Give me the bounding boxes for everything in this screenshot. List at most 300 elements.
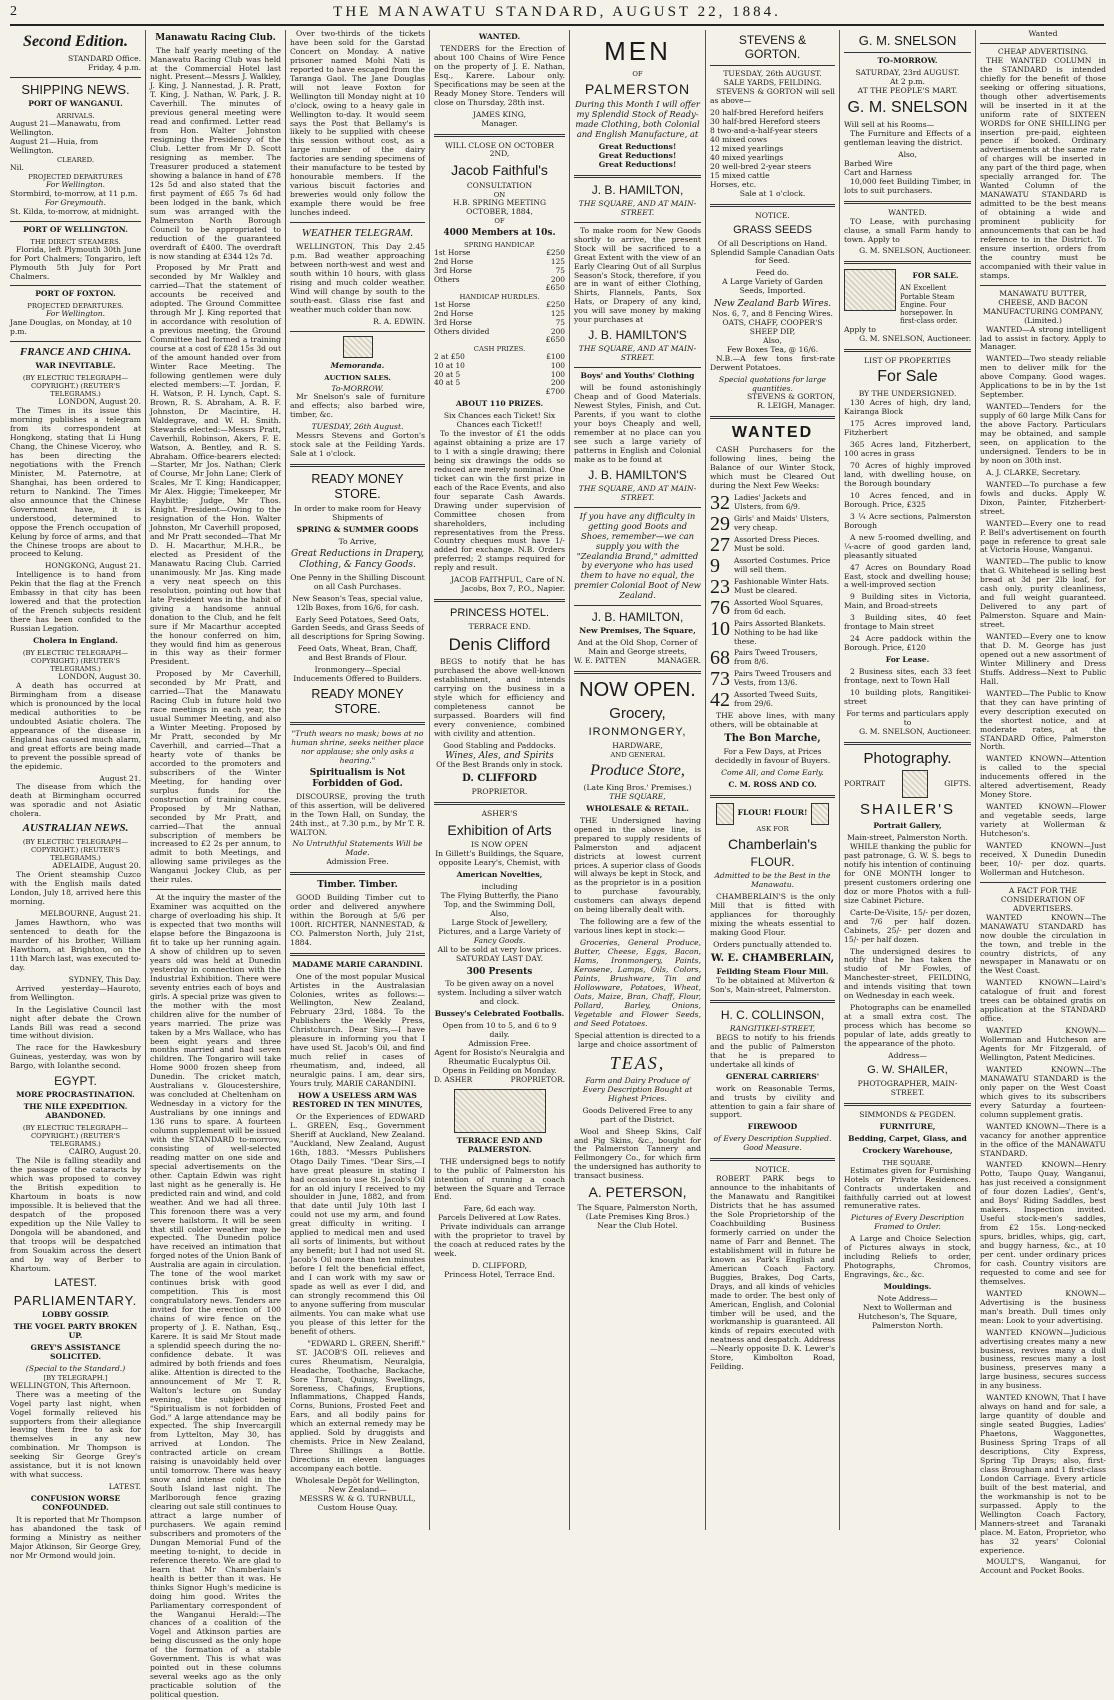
clearance-list: [710, 492, 835, 712]
dateline: WELLINGTON, This Afternoon.: [10, 1380, 131, 1390]
ad-text: 10,000 feet Building Timber, in lots to suit purchasers.: [844, 176, 971, 195]
ad-text: including: [481, 882, 518, 892]
paragraph: Intelligence is to hand from Pekin that the flag at the French Embassy in that city has been lowered and that the protection of the French subjects resident there has been confided to the Russian Legation.: [10, 570, 141, 634]
ad-heading: FLOUR! FLOUR!: [737, 808, 808, 818]
news-subheading: MORE PROCRASTINATION.: [16, 1090, 135, 1100]
prize-label: 2nd Horse: [434, 309, 474, 319]
stock-list: [710, 109, 835, 190]
clearance-item: [710, 620, 835, 646]
ad-signature: W. E. CHAMBERLAIN,: [710, 953, 835, 965]
dateline: ADELAIDE, August 20.: [52, 861, 141, 871]
ad-subheading: ABOUT 110 PRIZES.: [455, 399, 544, 409]
ad-text: A Large Variety of Garden Seeds, Imported.: [722, 277, 823, 296]
ad-text: OATS, CHAFF, COOPER'S SHEEP DIP,: [722, 317, 823, 336]
port-heading: PORT OF FOXTON.: [35, 289, 116, 299]
ad-signature: G. M. SNELSON, Auctioneer.: [859, 333, 971, 343]
ad-heading: SHAILER'S: [859, 801, 956, 819]
lease-item: 10 building plots, Rangitikei-street: [844, 687, 971, 706]
ad-subheading: Bedding, Carpet, Glass, and: [848, 1133, 967, 1143]
subheading: THE DIRECT STEAMERS.: [30, 237, 121, 246]
wanted-ad: WANTED KNOWN—Just received, X Dunedin Dunedin beer, 10/- per doz. quarts. Wollerman and Hutcheson.: [980, 841, 1106, 877]
property-item: 175 Acres improved land, Fitzherbert: [844, 419, 971, 438]
ad-feature: New Zealand Barb Wires.: [713, 299, 832, 310]
ad-text: Will sell at his Rooms—: [844, 120, 935, 130]
dateline: August 21.: [99, 773, 141, 783]
sack-illustration: [716, 803, 734, 825]
property-item: 70 Acres of highly improved land, with dwelling house, on the Borough boundary: [844, 461, 971, 488]
dateline: SYDNEY, This Day.: [68, 974, 141, 984]
ad-text: Special quotations for large quantities.: [718, 374, 827, 393]
signature: Manager.: [481, 118, 518, 128]
dateline: LONDON, August 30.: [58, 672, 141, 682]
ad-text: PROPRIETOR.: [510, 1075, 565, 1084]
prize-value: 100: [550, 369, 565, 379]
ad-signature: D. CLIFFORD,: [471, 1261, 528, 1271]
wanted-ad: WANTED KNOWN—Attention is called to the special inducements offered in the altered advertisement, Ready Money Store.: [980, 754, 1106, 800]
ad-heading: MADAME MARIE CARANDINI.: [292, 959, 423, 969]
column-3: [286, 30, 430, 1530]
ad-signature: C. M. ROSS AND CO.: [728, 779, 817, 789]
reduction-line: Great Reductions!: [598, 159, 677, 169]
ad-heading: Chamberlain's: [727, 835, 818, 852]
clearance-item: [710, 668, 835, 691]
ad-text: CASH Purchasers for the following lines, being the Balance of our Winter Stock, which must be Cleared Out during the Next Few Weeks:: [710, 445, 835, 491]
shipping-heading: SHIPPING NEWS.: [21, 81, 130, 97]
ad-text: BY THE UNDERSIGNED.: [858, 389, 957, 399]
prize-heading: CASH PRIZES.: [473, 345, 526, 354]
ad-subheading: New Premises, The Square,: [579, 626, 696, 636]
ad-text: THE SQUARE, AND AT MAIN-STREET.: [578, 198, 697, 217]
ad-signature: D. ASHER: [434, 1075, 473, 1084]
wanted-ad: A. J. CLARKE, Secretary.: [986, 467, 1081, 477]
wanted-ad: WANTED KNOWN, That I have always on hand and for sale, a large quantity of double and single seated Buggies, Ladies' Phaetons, Waggonettes, Business Spring Traps of all descriptions, City Express, Spring Tip Drays; also, first-class Brougham and 1 first-class London Carriage. Every article built of the best material, and the workmanship is not to be surpassed. Apply to the Wellington Coach Factory, Manners-street and Taranaki place. M. Eaton, Proprietor, who has 32 years' Colonial experience.: [980, 1393, 1106, 1555]
ad-heading: Jacob Faithful's: [451, 162, 548, 179]
ad-text: Special attention is directed to a large and choice assortment of: [574, 1030, 701, 1049]
masthead: [10, 4, 1104, 26]
prize-value: 100: [550, 361, 565, 371]
ad-subheading: The Bon Marche,: [724, 733, 821, 745]
paragraph: Proposed by Mr Caverhill, seconded by Mr Pratt, and carried—That the Manawatu Racing Club in future hold two race meetings in each year, the usual Summer Meeting, and also a Winter Meeting. Proposed by Mr Pratt, seconded by Mr Caverhill, and carried—That a hearty vote of thanks be accorded to the promoters and subscribers of the Winter Meeting, for handing over surplus funds for the construction of training course. Proposed by Mr Nathan, seconded by Mr Pratt, and carried—That the annual subscription of members be increased to £2 2s per annum, to admit to both Meetings, and allowing same privileges as the Wanganui Jockey Club, as per their rules.: [150, 669, 281, 885]
ad-text: PHOTOGRAPHER, MAIN-STREET.: [857, 1078, 958, 1097]
ad-text: Pictures of Every Description Framed to Order.: [850, 1213, 965, 1232]
item-desc: Assorted Dress Pieces. Must be sold.: [734, 535, 820, 553]
ad-subheading: FURNITURE,: [879, 1121, 936, 1131]
paragraph: Arrived yesterday—Hauroto, from Wellington.: [10, 983, 141, 1002]
property-item: 47 Acres on Boundary Road East, stock and dwelling house; a well-improved section: [844, 562, 971, 590]
ad-subheading: Portrait Gallery,: [873, 821, 942, 831]
telegraph-note: (BY ELECTRIC TELEGRAPH—COPYRIGHT.) (REUTER'S TELEGRAMS.): [22, 649, 129, 674]
signature: JAMES KING,: [473, 109, 526, 119]
ad-text: Barbed Wire: [844, 158, 893, 168]
ad-signature: J. B. HAMILTON'S: [588, 328, 687, 343]
item-desc: Assorted Wool Squares, from 6d each.: [734, 598, 824, 616]
item-desc: Pairs Tweed Trousers and Vests, from 13/6.: [734, 669, 832, 687]
wanted-ad: WANTED KNOWN—The MANAWATU STANDARD is the only paper on the West Coast which gives to its subscribers every Saturday a fourteen-column supplement gratis.: [980, 1064, 1106, 1119]
camera-illustration: [902, 770, 928, 798]
clearance-item: [710, 576, 835, 599]
ad-text: IS NOW OPEN: [470, 840, 529, 850]
prize-label: 2 at £50: [434, 352, 465, 362]
ad-heading: TERRACE END AND PALMERSTON.: [456, 1135, 543, 1154]
ad-text: Of all Descriptions on Hand.: [717, 238, 828, 248]
departure-line: Stormbird, to-morrow, at 11 p.m.: [10, 188, 138, 198]
ad-text: SALE YARDS, FEILDING.: [723, 78, 822, 88]
ad-text: THE Undersigned having opened in the above line, is prepared to supply residents of Palmerston and adjacent districts at lowest current prices. A superior class of Goods will always be kept in Stock, and as the proprietor is in a position to purchase favourably, customers can always depend on being liberally dealt with.: [574, 815, 701, 915]
ad-text: AT THE PEOPLE'S MART.: [857, 86, 958, 96]
wanted-ad: WANTED—A strong intelligent lad to assist in factory. Apply to Manager.: [980, 324, 1106, 352]
ad-text: BEGS to notify to his friends and the public of Palmerston that he is prepared to undertake all kinds of: [710, 1032, 835, 1069]
prize-label: 1st Horse: [434, 300, 471, 310]
ad-text: Farm and Dairy Produce of Every Description Bought at Highest Prices.: [582, 1075, 693, 1103]
ad-heading: WANTED.: [478, 32, 521, 41]
memoranda-illustration: [343, 336, 373, 358]
clearance-item: [710, 555, 835, 578]
item-count: 73: [710, 668, 730, 691]
ad-text: TUESDAY, 26th AUGUST.: [723, 69, 822, 79]
ad-text: Parcels Delivered at Low Rates.: [438, 1213, 561, 1223]
ad-heading: TEAS,: [609, 1052, 666, 1073]
property-item: 24 Acre paddock within the Borough. Price, £120: [844, 634, 971, 653]
item-desc: Fashionable Winter Hats. Must be cleared.: [734, 577, 830, 595]
ad-heading: SIMMONDS & PEGDEN.: [859, 1109, 956, 1119]
property-list: [844, 399, 971, 653]
ad-text: Ironmongery—Special Inducements Offered to Builders.: [293, 665, 422, 684]
ad-heading: A FACT FOR THE CONSIDERATION OF ADVERTISERS.: [1000, 885, 1086, 913]
arrival-line: August 21—Huia, from Wellington.: [10, 136, 99, 155]
ad-heading: Denis Clifford: [448, 635, 551, 655]
sack-illustration: [811, 803, 829, 825]
article-heading: Manawatu Racing Club.: [155, 33, 276, 43]
ad-text: PORTRAIT: [844, 778, 886, 788]
ad-text: Few Boxes Tea, @ 16/6.: [726, 344, 819, 354]
prize-label: 20 at 5: [434, 369, 461, 379]
subheading: To-MORROW.: [331, 383, 384, 393]
ad-text: CHAMBERLAIN'S is the only Mill that is fitted with appliances for thoroughly mixing the wheats essential to making Good Flour.: [710, 892, 835, 938]
prize-label: 40 at 5: [434, 378, 461, 388]
ad-heading: READY MONEY STORE.: [311, 472, 404, 501]
paragraph: Messrs Stevens and Gorton's stock sale at the Feilding Yards. Sale at 1 o'clock.: [290, 431, 425, 459]
wanted-ad: WANTED KNOWN—Laird's catalogue of fruit and forest trees can be obtained gratis on application at the STANDARD office.: [980, 978, 1106, 1024]
paragraph: Florida, left Plymouth 30th June for Port Chalmers; Tongariro, left Plymouth 5th July for Port Chalmers.: [10, 244, 141, 281]
item-count: 10: [710, 618, 730, 641]
ad-text: THE SQUARE.: [882, 1158, 933, 1167]
news-heading: AUSTRALIAN NEWS.: [22, 822, 129, 835]
paragraph: Proposed by Mr Pratt and seconded by Mr Walkley and carried—That the statement of accounts be received and adopted. The Ground Committee through Mr J. King reported that in accordance with resolution of a previous meeting, the Ground Committee had formed a training course at a cost of £28 15s 3d out of the amount handed over from Winter Race Meeting. The following gentlemen were duly elected members:—T. Jordan, F. H. Watson, P. H. Lynch, Capt. S. Brown, R. S. Abraham, A. R. F. Johnston, Dr Macintire, H. Waldegrave, and W. H. Smith. Stewards elected:—Messrs Pratt, Caverhill, Robinson, Akers, F. E. Watson, A. Bentley, and R. S. Abraham. Office-bearers elected:—Starter, Mr Jos. Nathan; Clerk of Course, Mr John Lane; Clerk of Scales, Mr T. King; Handicapper, Mr Alex. Higgie; Timekeeper, Mr Haybittle; Judge, Mr Thos. Knight. President—Owing to the resignation of the Hon. Walter Johnston, Mr Caverhill proposed, and Mr Pratt seconded—That Mr D. H. Macarthur, M.H.R., be elected as President of the Manawatu Racing Club. Carried unanimously. Mr Jas. King made a very neat speech on this resolution, pointing out how that late President was in the habit of giving a handsome annual donation to the Club, and he felt sure if Mr Macarthur accepted the honour conferred on him, they would find him as generous in this way as their former President.: [150, 263, 281, 667]
wanted-ad: WANTED KNOWN—The MANAWATU STANDARD has now double the circulation in the town, and treble in the country districts, of any newspaper in Manawatu or on the West Coast.: [980, 912, 1106, 976]
coach-illustration: [454, 1089, 546, 1133]
ad-subheading: CHEAP ADVERTISING.: [997, 46, 1089, 56]
ad-text: AND GENERAL: [610, 751, 665, 759]
subheading: For Wellington.: [45, 179, 106, 189]
ad-text: NOTICE.: [755, 1165, 790, 1175]
ad-heading: WANTED.: [888, 207, 927, 217]
prize-table: [434, 353, 565, 388]
ad-text: Orders punctually attended to.: [713, 940, 832, 950]
second-edition-heading: Second Edition.: [23, 33, 128, 50]
prize-label: Others divided: [434, 326, 490, 336]
ad-heading: WANTED: [731, 424, 814, 442]
stock-item: Horses, etc.: [710, 179, 757, 189]
stock-item: 15 mixed cattle: [710, 170, 770, 180]
prize-label: Others: [434, 274, 460, 284]
prize-label: 3rd Horse: [434, 265, 472, 275]
subheading: CLEARED.: [56, 155, 95, 164]
dateline: HONGKONG, August 21.: [44, 561, 141, 571]
ad-text: WILL CLOSE ON OCTOBER 2ND,: [445, 140, 554, 159]
ad-text: ASHER'S: [481, 809, 518, 818]
ad-text: (Late King Bros.' Premises.): [583, 782, 692, 792]
ad-text: Next to Wollerman and Hutcheson's, The Square, Palmerston North.: [857, 1303, 958, 1330]
ad-text: For terms and particulars apply to: [846, 708, 969, 727]
ad-text: Main-street, Palmerston North.: [847, 833, 968, 843]
news-subheading: LOBBY GOSSIP.: [41, 1309, 110, 1319]
paragraph: Mr Snelson's sale of furniture and effects; also barbed wire, timber, &c.: [290, 392, 425, 420]
ad-text: One Penny in the Shilling Discount on all Cash Purchases.: [290, 572, 425, 591]
ad-text: The Flying Butterfly, the Piano Top, and the Swimming Doll, Also,: [440, 891, 559, 919]
stock-item: 40 mixed yearlings: [710, 152, 784, 162]
ad-signature: D. CLIFFORD: [462, 773, 537, 785]
ad-text: work on Reasonable Terms, and trusts by civility and attention to gain a fair share of support.: [710, 1083, 835, 1120]
ad-text: ON: [493, 190, 506, 199]
ad-subheading: For Lease.: [885, 655, 930, 665]
ad-text: Also,: [898, 149, 917, 159]
column-8: [976, 29, 1110, 1576]
signature: R. A. EDWIN.: [373, 316, 425, 326]
item-count: 68: [710, 647, 730, 670]
clearance-item: [710, 597, 835, 620]
paragraph: A death has occurred at Birmingham from a disease which is pronounced by the local medical authorities to be undoubted Asiatic cholera. The appearance of the disease in England has caused much alarm, and great efforts are being made to prevent the possible spread of the epidemic.: [10, 681, 141, 771]
ad-signature: W. E. PATTEN: [574, 656, 627, 666]
wanted-ads: [980, 914, 1106, 1577]
paragraph: At the inquiry the master of the Examiner was acquitted on the charge of overloading his ship. It is expected that two months will elapse before the Bingazoona is fit to take up her running again. A show of children up to seven years old was held at Dunedin yesterday in connection with the Industrial Exhibition. There were seventy entries each of boys and girls. A special prize was given to the mother with the most children alive for the number of years married. The prize was taken by a Mrs Wallace, who has been eight years and three months married and had seven children. The Tongariro will take Home 9000 frozen sheep from Dunedin. The cricket match, Australians v. Gloucestershire, was concluded at Cheltenham on Wednesday in a victory for the Australians by one innings and 136 runs to spare. A fourteen column supplement will be issued with the STANDARD to-morrow, consisting of well-selected reading matter on one side and special advertisements on the other. Captain Edwin was right last night as he generally is. He predicted rain and wind, and cold weather. And we had all three. This forenoon there was a very severe hailstorm. It will be seen that still colder weather may be expected. The Dunedin police have received an intimation that forged notes of the Union Bank of Australia are again in circulation. The tone of the wool market continues brisk with good competition. This is most congratulatory news. Tenders are invited for the erection of 100 chains of wire fence on the property of J. E. Nathan, Esq., Karere. It is said Mr Stout made a splendid speech during the no-confidence debate. It was admired by both friends and foes alike. Attention is directed to the announcement of Mr T. R. Walton's lecture on Sunday evening, the subject being "Spiritualism is not forbidden of God." A large attendance may be expected. The ship Invercargill from Lyttelton, May 30, has arrived at London. The contracted article on cream raising is unavoidably held over until tomorrow. There was heavy snow and intense cold in the South Island last night. The Marlborough fence grazing clearing out sale still continues to attract a large number of purchasers. We again remind subscribers and promoters of the Dungan Memorial Fund of the meeting to-night, to decide in reference thereto. We are glad to learn that Mr Chamberlain's health is better than it was. He thinks Signor Hugh's medicine is doing him good. Writes the Parliamentary correspondent of the Wanganui Herald:—The chances of a coalition of the Vogel and Atkinson parties are being discussed as the only hope of the formation of a stable Government. This is what was pointed out in these columns several weeks ago as the only practicable solution of the political question.: [150, 893, 281, 1700]
lease-item: 2 Business sites, each 33 feet frontage, next to Town Hall: [844, 667, 971, 686]
arrival-line: August 21—Manawatu, from Wellington.: [10, 119, 121, 138]
steam-engine-illustration: [844, 269, 896, 311]
wanted-ad: WANTED—Every one to read P. Bell's advertisement on fourth page in reference to great sale at Victoria House, Wanganui.: [980, 518, 1106, 555]
property-item: 9 Building sites in Victoria, Main, and Broad-streets: [844, 592, 971, 611]
paragraph: The Orient steamship Cuzco with the English mails dated London, July 18, arrived here this morning.: [10, 870, 141, 907]
news-heading: FRANCE AND CHINA.: [19, 346, 132, 359]
prize-label: 1st Horse: [434, 248, 471, 258]
ad-text: PROPRIETOR.: [471, 787, 528, 797]
ad-heading: Photography.: [863, 749, 952, 767]
ad-text: Address—: [888, 1051, 927, 1060]
property-item: A new 5-roomed dwelling, and ¼-acre of good garden land, pleasantly situated: [844, 532, 971, 560]
dateline: LONDON, August 20.: [58, 397, 141, 407]
stock-item: 20 well-bred 2-year steers: [710, 161, 811, 171]
telegraph-note: (BY ELECTRIC TELEGRAPH—COPYRIGHT.) (REUTER'S TELEGRAMS.): [22, 374, 129, 399]
office-line: STANDARD Office.: [68, 53, 141, 63]
ad-text: H.B. SPRING MEETING OCTOBER, 1884,: [452, 197, 547, 216]
ad-text: Estimates given for Furnishing Hotels or Private Residences. Contracts undertaken and faithfully carried out at lowest remunerative rates.: [844, 1165, 971, 1211]
ad-subheading: GENERAL CARRIERS': [725, 1071, 820, 1081]
news-subheading: CONFUSION WORSE CONFOUNDED.: [30, 1494, 121, 1513]
subheading: ARRIVALS.: [56, 112, 95, 121]
signature: JACOB FAITHFUL, Care of N. Jacobs, Box 7, P.O., Napier.: [450, 575, 565, 594]
ad-heading: G. M. SNELSON: [858, 33, 957, 48]
ad-text: SATURDAY LAST DAY.: [455, 953, 544, 963]
ad-heading: MEN: [604, 36, 671, 66]
ad-heading: Timber. Timber.: [317, 880, 398, 891]
ad-signature: J. B. HAMILTON,: [591, 610, 684, 625]
clearance-item: [710, 534, 835, 557]
masthead-title: THE MANAWATU STANDARD, AUGUST 22, 1884.: [333, 4, 781, 20]
column-1: [6, 30, 146, 1560]
reductions-list: [574, 143, 701, 170]
ad-text: Princess Hotel, Terrace End.: [444, 1270, 555, 1280]
ad-heading: Grocery,: [609, 705, 666, 723]
ad-heading: PRINCESS HOTEL.: [449, 607, 550, 620]
lease-list: [844, 668, 971, 707]
ad-text: SATURDAY, 23rd AUGUST.: [855, 68, 960, 78]
wanted-ad: WANTED KNOWN—Advertising is the business man's breath. Dull times only mean: Look to your advertising.: [980, 1288, 1106, 1325]
ad-signature: G. W. SHAILER,: [867, 1063, 948, 1076]
ad-text: Agent for Bosisto's Neuralgia and Rheumatic Eucalyptus Oil.: [434, 1048, 565, 1067]
paragraph: There was a meeting of the Vogel party last night, when Vogel formally relieved his supporters from their allegiance leaving them free to ask for themselves in any new combination. Mr Thompson is seeking Sir George Grey's assistance, but it is not known with what success.: [10, 1389, 141, 1480]
wanted-ad: WANTED—Two steady reliable men to deliver milk for the above Company. Good wages. Applications to be in by the 1st September.: [980, 354, 1106, 400]
paragraph: In the Legislative Council last night after debate the Crown Lands Bill was read a second time without division.: [10, 1004, 141, 1041]
ad-text: OF: [494, 216, 505, 225]
ad-feature: Wines, Ales, and Spirits: [445, 750, 554, 761]
ad-text: For a Few Days, at Prices decidedly in favour of Buyers.: [714, 746, 831, 765]
ad-text: Early Seed Potatoes, Seed Oats, Garden Seeds, and Grass Seeds of all descriptions for Spring Sowing.: [290, 614, 425, 642]
stock-item: 20 half-bred Hereford heifers: [710, 108, 824, 118]
prize-value: £250: [546, 248, 565, 258]
wanted-ad: WANTED KNOWN—Henry Potto, Taupo Quay, Wanganui, has just received a consignment of four dozen Ladies', Gent's, and Boys' Riding Saddles, best makers. Inspection invited. Useful stock-men's saddles, from £2 15s. Long-necked spurs, bridles, whips, gig, cart, and buggy harness, &c., at 10 per cent. under ordinary prices for cash. Country visitors are requested to come and see for themselves.: [980, 1160, 1106, 1286]
news-subheading: WAR INEVITABLE.: [35, 361, 116, 371]
item-count: 76: [710, 597, 730, 620]
ad-text: Open from 10 to 5, and 6 to 9 daily.: [442, 1021, 557, 1040]
stock-item: 8 two-and-a-half-year steers: [710, 126, 818, 136]
wanted-ads: [980, 326, 1106, 878]
wanted-ad: WANTED—Tenders for the supply of 60 large Milk Cans for the above Factory. Particulars may be obtained, and sample seen, on application to the undersigned. Tenders to be in by noon on 30th inst.: [980, 402, 1106, 465]
ad-feature: Fancy Goods.: [473, 936, 526, 945]
paragraph: The half yearly meeting of the Manawatu Racing Club was held at the Commercial Hotel last night. Present—Messrs J. Walkley, J. King, J. Nannestad, J. R. Pratt, T. King, J. Nathan, W. Park, J. R. Caverhill. The minutes of previous general meeting were read and confirmed. Letter read from Hon. Walter Johnston resigning the Presidency of the Club. Letter from Mr D. Scott resigning as member. The Treasurer produced a statement showing a balance in hand of £78 12s 5d and also stated that the first payment of £65 7s 6d had been lodged in the bank, which sum was arranged with the Palmerston North Borough Council to be appropriated to reduction of the guaranteed overdraft of £400. The overdraft is now standing at £344 12s 7d.: [150, 45, 281, 261]
prize-total: £650: [545, 283, 565, 293]
reduction-line: Great Reductions!: [598, 141, 677, 151]
prize-value: £250: [546, 300, 565, 310]
ad-text: ROBERT PARK begs to announce to the inhabitants of the Manawatu and Rangitikei Districts that he has assumed the Sole Proprietorship of the Coachbuilding Business formerly carried on under the name of Farr and Bennet. The establishment will in future be known as Park's English and American Coach Factory. Buggies, Brakes, Dog Carts, Drays, and all kinds of vehicles made to order. The best only of American, English, and Colonial timber will be used, and the workmanship is guaranteed. All kinds of repairs executed with neatness and despatch. Address—Nearly opposite D. K. Lewer's Store, Kimbolton Road, Feilding.: [710, 1174, 835, 1372]
text-line: Nil.: [10, 162, 24, 172]
article-heading: WEATHER TELEGRAM.: [301, 227, 414, 240]
item-desc: Pairs Tweed Trousers, from 8/6.: [734, 648, 818, 666]
ad-heading: FOR SALE.: [912, 271, 959, 281]
signature: "EDWARD L. GREEN, Sheriff.": [307, 1338, 425, 1348]
ad-text: Carte-De-Visite, 15/- per dozen, and 7/6 per half dozen. Cabinets, 25/- per dozen and 15/- per half dozen.: [844, 907, 971, 944]
ad-text: If you have any difficulty in getting good Boots and Shoes, remember—we can supply you with the "Zealandia Brand," admitted by everyone who has used them to have no equal, the premier Colonial Boot of New Zealand.: [574, 510, 701, 601]
ad-text: THE SQUARE,: [609, 791, 666, 801]
ad-text: The undersigned desires to notify that he has taken the studio of Mr Fowles, of Manchester-street, FEILDING, and intends visiting that town on Wednesday in each week.: [844, 946, 971, 1001]
ad-heading: Wanted: [1028, 29, 1058, 38]
ad-text: Or the Experiences of EDWARD L. GREEN, Esq., Government Sheriff at Auckland, New Zealand. "Auckland, New Zealand, August 16th, 1883. "Messrs Publishers Otago Daily Times. "Dear Sirs,—I have great pleasure in stating I had occasion to use St. Jacob's Oil for an old injury I received to my shoulder in June, 1882, and from that date until July 10th last I could not use my arm, and found great difficulty in writing. I applied to medical men and used all sorts of liniments, but without any benefit; but I had not used St. Jacob's Oil more than ten minutes before I felt the beneficial effect, and I can work with my saw or spade as well as ever I did, and can strongly recommend this Oil to anyone suffering from muscular ailments. You can make what use you please of this letter for the benefit of others.: [290, 1111, 425, 1336]
ad-text: THE above lines, with many others, will be obtainable at: [710, 711, 835, 730]
column-6: [706, 30, 840, 1530]
property-item: 365 Acres land, Fitzherbert, 100 acres in grass: [844, 440, 971, 459]
clearance-item: [710, 647, 835, 670]
ad-text: The Square, Palmerston North, (Late Premises King Bros.): [577, 1202, 698, 1221]
ad-subheading: Bussey's Celebrated Footballs.: [434, 1009, 565, 1019]
prize-table: [434, 249, 565, 284]
column-7: [840, 30, 976, 1530]
page-number: 2: [10, 4, 17, 19]
column-2: [146, 30, 286, 1700]
item-count: 32: [710, 492, 730, 515]
ad-text: TO Lease, with purchasing clause, a small Farm handy to town. Apply to: [844, 216, 971, 244]
wanted-ad: WANTED—Every one to know that D. M. George has just opened out a new assortment of Winter Millinery and Dress Stuffs. Address—Next to Public Hall.: [980, 632, 1106, 686]
item-count: 29: [710, 513, 730, 536]
paragraph: The Times in its issue this morning publishes a telegram from its correspondent at Hongkong, stating that Li Hung Chang, the Chinese Viceroy, who has been directing the negotiations with the French Minister, M. Paternotre, at Shanghai, has been ordered to return to Nankind. The Times also announce that the Chinese Government have, it is understood, determined to oppose the French occupation of Kelung by force of arms, and that the Chinese troops are about to proceed to Kelung.: [10, 406, 141, 559]
wanted-ad: WANTED—To purchase a few fowls and ducks. Apply W. Dixon, Painter, Fitzherbert-street.: [980, 479, 1106, 516]
item-desc: Ladies' Jackets and Ulsters, from 6/9.: [734, 493, 807, 511]
ad-text: At 2 p.m.: [890, 77, 925, 87]
subheading: PROJECTED DEPARTURES.: [27, 302, 124, 311]
item-count: 23: [710, 576, 730, 599]
ad-text: To make room for New Goods shortly to arrive, the present Stock will be sacrificed to a Great Extent with the view of an Early Clearing Out of all Surplus Season's Stock, therefore, if you are in want of either Clothing, Shirts, Flannels, Pants, Sox Hats, or Drapery of any kind, you will save money by making your purchases at: [574, 225, 701, 325]
ad-signature: G. M. SNELSON, Auctioneer.: [859, 246, 971, 256]
wanted-ad: WANTED KNOWN—Judicious advertising creates many a new business, revives many a dull business, rescues many a lost business, preserves many a large business, secures success in any business.: [980, 1327, 1106, 1391]
ad-heading: Spiritualism is Not Forbidden of God.: [309, 768, 406, 790]
ad-text: N.B.—A few tons first-rate Derwent Potatoes.: [710, 353, 835, 372]
ad-subheading: Mouldings.: [883, 1282, 932, 1292]
news-subheading: THE NILE EXPEDITION. ABANDONED.: [23, 1102, 128, 1121]
ad-heading: PALMERSTON: [584, 80, 691, 97]
ad-text: Splendid Sample Canadian Oats for Seed.: [710, 247, 835, 266]
ad-heading: Produce Store,: [590, 762, 685, 780]
ad-text: New Season's Teas, special value, 12lb Boxes, from 16/6, for cash.: [292, 593, 423, 612]
ad-text: Note Address—: [877, 1294, 938, 1304]
ad-text: Nos. 6, 7, and 8 Fencing Wires.: [712, 308, 833, 318]
ad-heading: HOW A USELESS ARM WAS RESTORED IN TEN MINUTES,: [292, 1091, 423, 1109]
paragraph: James Hawthorn, who was sentenced to death for the murder of his brother, William Hawthorn, at Brighton, on the 11th March last, was executed to-day.: [10, 918, 142, 972]
ad-text: To be given away on a novel system. Including a silver watch and clock.: [437, 979, 562, 1007]
ad-text: During this Month I will offer my Splendid Stock of Ready-made Clothing, both Colonial and English Manufacture, at: [575, 99, 700, 139]
wanted-ad: MOULT'S, Wanganui, for Account and Pocket Books.: [980, 1557, 1106, 1576]
ad-text: Sale at 1 o'clock.: [739, 188, 806, 198]
ad-subheading: WHOLESALE & RETAIL.: [586, 803, 689, 813]
ad-text: One of the most popular Musical Artistes in the Australasian Colonies, writes as follows:— Wellington, New Zealand, February 23rd, 1884. To the Publishers the Weekly Press, Christchurch. Dear Sirs,—I have pleasure in informing you that I have used St. Jacob's Oil, and find much relief in cases of rheumatism, and, indeed, all neuralgic pains. I am, dear sirs, Yours truly, MARIE CARANDINI.: [290, 971, 425, 1089]
ad-subheading: 4000 Members at 10s.: [443, 227, 556, 238]
prize-value: 200: [550, 378, 565, 388]
item-count: 27: [710, 534, 730, 557]
item-desc: Assorted Costumes. Price will sell them.: [734, 556, 831, 574]
article-heading: Memoranda.: [330, 360, 385, 370]
ad-signature: STEVENS & GORTON,: [746, 392, 835, 402]
ad-text: NOTICE.: [755, 210, 790, 220]
subheading: TUESDAY, 26th August.: [311, 422, 404, 432]
departure-line: Jane Douglas, on Monday, at 10 p.m.: [10, 318, 132, 337]
special-note: (Special to the Standard.): [25, 1363, 126, 1373]
ad-text: will be found astonishingly Cheap and of Good Materials. Newest Styles, Finish, and Cut. Parents, if you want to clothe your boys Cheaply and well, remember at no place can you see such a large variety of patterns in English and Colonial make as to be found at: [574, 383, 701, 464]
ad-signature: J. B. HAMILTON'S: [588, 467, 687, 482]
ad-text: BEGS to notify that he has purchased the above well-known establishment, and intends carrying on the business in a style which for efficiency and completeness cannot be surpassed. Boarders will find every convenience, combined with civility and attention.: [434, 657, 565, 738]
subheading: For Wellington.: [45, 309, 106, 319]
stock-item: 40 mixed cows: [710, 134, 767, 144]
ad-text: Of the Best Brands only in stock.: [436, 760, 563, 770]
paragraph: The Nile is falling steadily and the passage of the cataracts by which was proposed to convey the British expedition to Khartoum in boats is now impossible. It is believed that the despatch of the proposed expedition up the Nile Valley to Dongola will be abandoned, and that troops will be despatched from Souakim across the desert and by way of Berber to Khartoum.: [10, 1156, 141, 1273]
ad-text: Feilding Steam Flour Mill.: [716, 966, 829, 976]
property-item: 3 Building sites, 40 feet frontage to Main street: [844, 613, 971, 632]
ad-text: In Gillett's Buildings, the Square, opposite Leary's, Chemist, with: [435, 849, 564, 868]
prize-table: [434, 301, 565, 336]
ad-subheading: TO-MORROW.: [877, 56, 938, 66]
newspaper-columns: [6, 29, 1110, 1700]
ad-text: Fare, 6d each way.: [463, 1204, 536, 1214]
wanted-ad: WANTED KNOWN—There is a vacancy for another apprentice in the office of the MANAWATU STANDARD.: [980, 1121, 1106, 1158]
ad-text: GIFTS.: [944, 778, 971, 788]
ad-heading: IRONMONGERY,: [588, 726, 687, 739]
ad-text: THE undersigned begs to notify to the public of Palmerston his intention of running a coach between the Square and Terrace End.: [434, 1156, 565, 1202]
wanted-ad: WANTED KNOWN—Flower and vegetable seeds, large variety at Wollerman & Hutcheson's.: [980, 802, 1106, 839]
